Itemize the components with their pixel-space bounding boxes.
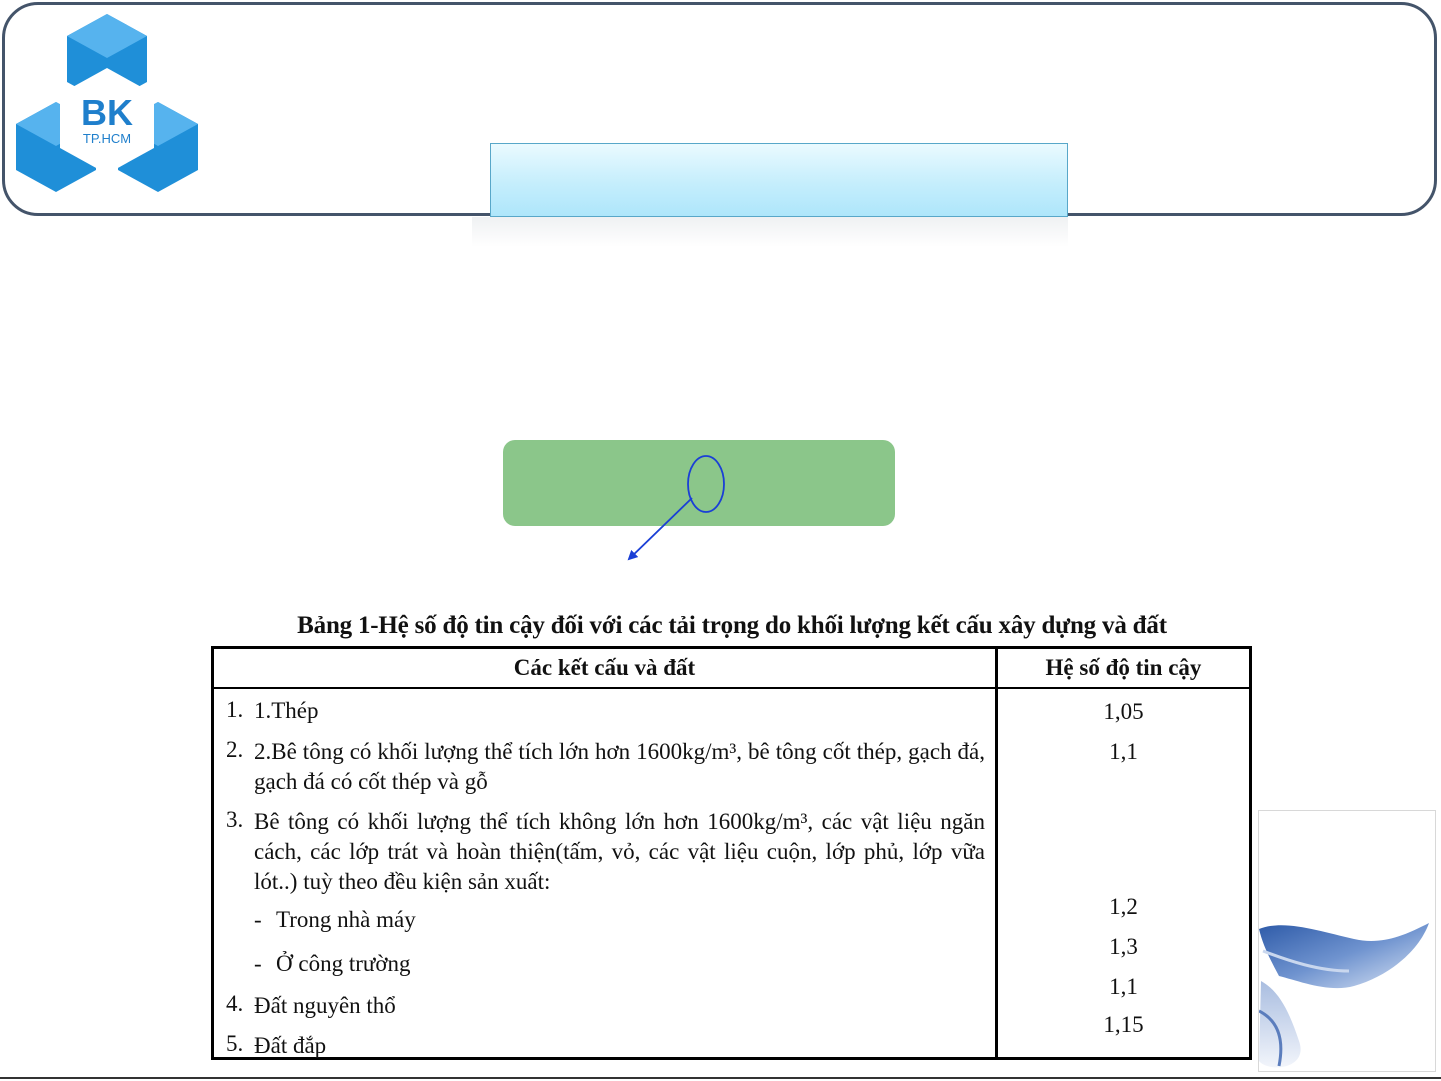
- coefficient-value: 1,1: [1109, 974, 1138, 999]
- row-text: Ở công trường: [276, 951, 411, 976]
- row-text: Trong nhà máy: [276, 907, 416, 932]
- row-text: 1.Thép: [254, 698, 319, 723]
- row-number: 4.: [226, 991, 244, 1016]
- row-number: 5.: [226, 1031, 244, 1056]
- table-caption: Bảng 1-Hệ số độ tin cậy đối với các tải trọng do khối lượng kết cấu xây dựng và đất: [297, 612, 1167, 639]
- row-text: Đất nguyên thổ: [254, 993, 396, 1018]
- coefficient-value: 1,3: [1109, 934, 1138, 959]
- row-dash: -: [254, 951, 262, 976]
- coefficient-value: 1,2: [1109, 894, 1138, 919]
- coefficient-value: 1,05: [1103, 699, 1144, 724]
- row-dash: -: [254, 907, 262, 932]
- bottom-rule: [0, 1077, 1441, 1079]
- row-number: 2.: [226, 737, 244, 762]
- coefficient-value: 1,15: [1103, 1012, 1144, 1037]
- title-box: [490, 143, 1068, 217]
- row-text: 2.Bê tông có khối lượng thể tích lớn hơn 1600kg/m³, bê tông cốt thép, gạch đá, gạch đá có cốt thép và gỗ: [254, 739, 985, 794]
- bk-logo: [14, 10, 200, 202]
- table-header-coefficient: Hệ số độ tin cậy: [997, 648, 1251, 689]
- row-number: 3.: [226, 807, 244, 832]
- table-cell-values: [997, 688, 1251, 1059]
- reliability-coefficient-table: [211, 646, 1252, 1060]
- row-number: 1.: [226, 697, 244, 722]
- row-text: Đất đắp: [254, 1033, 327, 1058]
- table-header-structures: Các kết cấu và đất: [213, 648, 997, 689]
- callout-box: [503, 440, 895, 526]
- coefficient-value: 1,1: [1109, 739, 1138, 764]
- title-box-reflection: [472, 217, 1068, 247]
- logo-text-city: TP.HCM: [82, 131, 132, 146]
- logo-text-bk: BK: [81, 92, 133, 133]
- row-text: Bê tông có khối lượng thể tích không lớn hơn 1600kg/m³, các vật liệu ngăn cách, các lớp trát và hoàn thiện(tấm, vỏ, các vật liệu cuộn, lớp phủ, lớp vữa lót..) tuỳ theo đều kiện sản xuất:: [254, 809, 985, 894]
- table-cell-structures: [213, 688, 997, 1059]
- dove-image: [1258, 810, 1436, 1072]
